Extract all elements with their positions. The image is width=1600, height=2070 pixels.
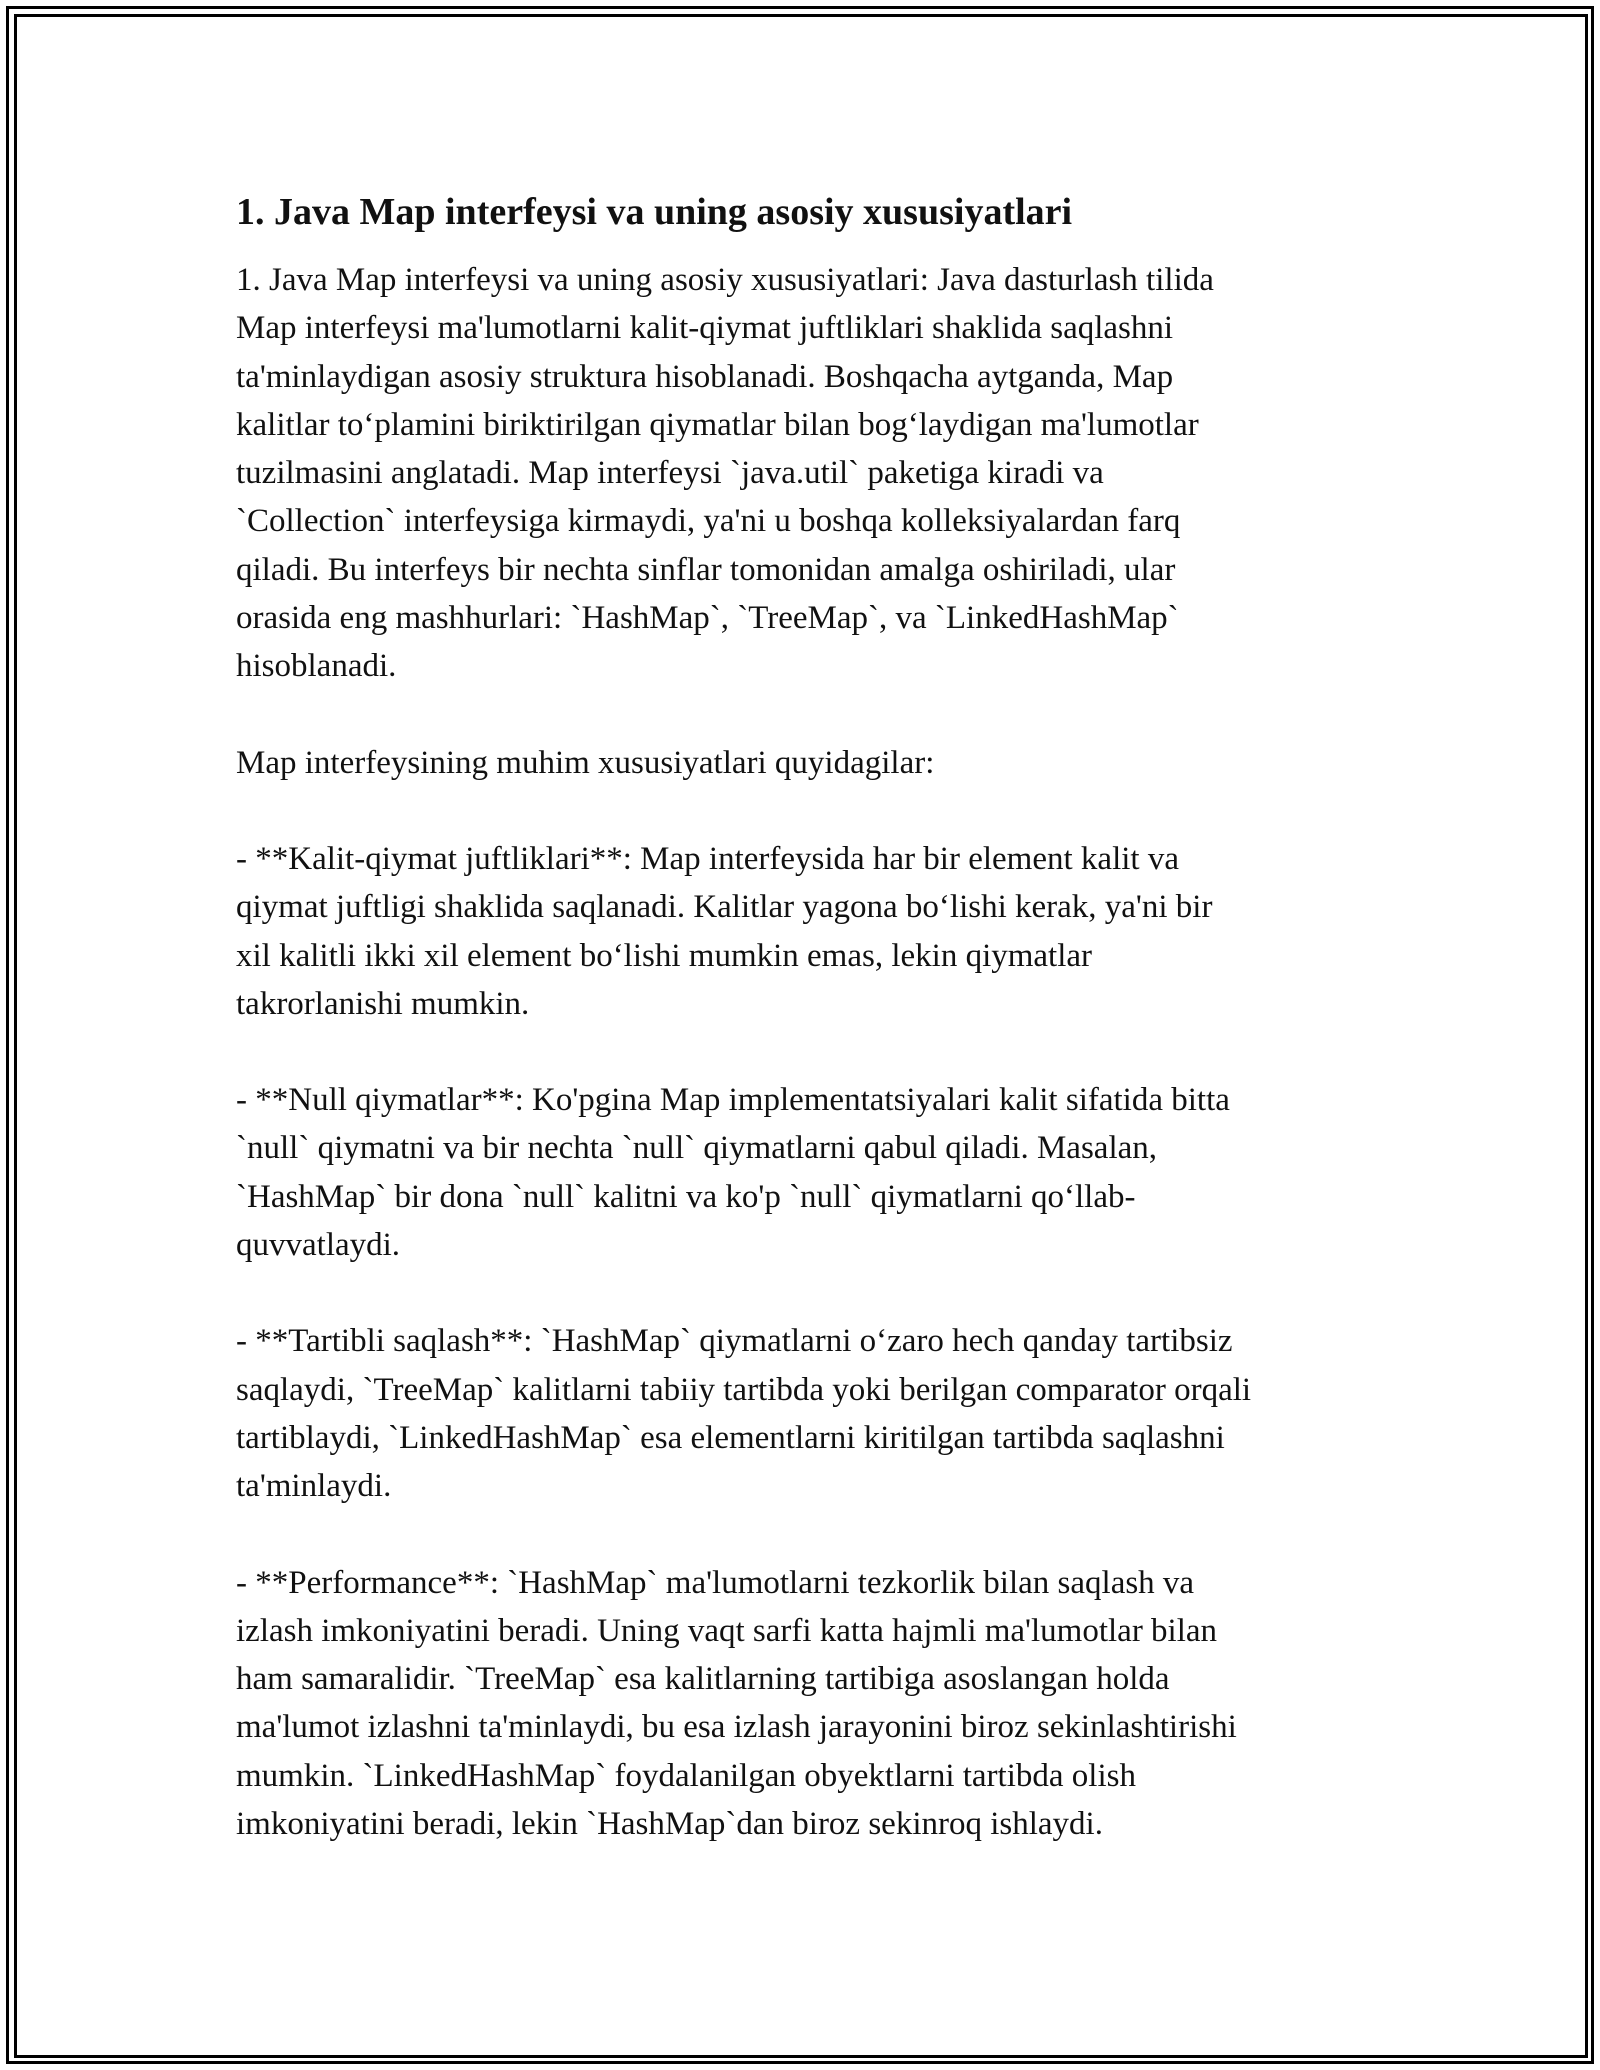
intro-paragraph: 1. Java Map interfeysi va uning asosiy xususiyatlari: Java dasturlash tilida Map interfeysi ma'lumotlarni kalit-qiymat juftliklari shaklida saqlashni ta'minlaydigan asosiy struktura hisoblanadi. Boshqacha aytganda, Map kalitlar to‘plamini biriktirilgan qiymatlar bilan bog‘laydigan ma'lumotlar tuzilmasini anglatadi. Map interfeysi `java.util` paketiga kiradi va `Collection` interfeysiga kirmaydi, ya'ni u boshqa kolleksiyalardan farq qiladi. Bu interfeys bir nechta sinflar tomonidan amalga oshiriladi, ular orasida eng mashhurlari: `HashMap`, `TreeMap`, va `LinkedHashMap` hisoblanadi. bbox=[236, 262, 1214, 685]
feature-null-values-paragraph: - **Null qiymatlar**: Ko'pgina Map implementatsiyalari kalit sifatida bitta `null` qiymatni va bir nechta `null` qiymatlarni qabul qiladi. Masalan, `HashMap` bir dona `null` kalitni va ko'p `null` qiymatlarni qo‘llab- quvvatlaydi. bbox=[236, 1082, 1230, 1264]
feature-ordering-paragraph: - **Tartibli saqlash**: `HashMap` qiymatlarni o‘zaro hech qanday tartibsiz saqlaydi, `TreeMap` kalitlarni tabiiy tartibda yoki berilgan comparator orqali tartiblaydi, `LinkedHashMap` esa elementlarni kiritilgan tartibda saqlashni ta'minlaydi. bbox=[236, 1323, 1252, 1505]
document-title: 1. Java Map interfeysi va uning asosiy xususiyatlari bbox=[236, 191, 1073, 233]
feature-key-value-paragraph: - **Kalit-qiymat juftliklari**: Map interfeysida har bir element kalit va qiymat juftligi shaklida saqlanadi. Kalitlar yagona bo‘lishi kerak, ya'ni bir xil kalitli ikki xil element bo‘lishi mumkin emas, lekin qiymatlar takrorlanishi mumkin. bbox=[236, 840, 1213, 1022]
document-body bbox=[236, 186, 1386, 1896]
features-heading-paragraph: Map interfeysining muhim xususiyatlari quyidagilar: bbox=[236, 744, 935, 781]
feature-performance-paragraph: - **Performance**: `HashMap` ma'lumotlarni tezkorlik bilan saqlash va izlash imkoniyatini beradi. Uning vaqt sarfi katta hajmli ma'lumotlar bilan ham samaralidir. `TreeMap` esa kalitlarning tartibiga asoslangan holda ma'lumot izlashni ta'minlaydi, bu esa izlash jarayonini biroz sekinlashtirishi mumkin. `LinkedHashMap` foydalanilgan obyektlarni tartibda olish imkoniyatini beradi, lekin `HashMap`dan biroz sekinroq ishlaydi. bbox=[236, 1564, 1237, 1843]
